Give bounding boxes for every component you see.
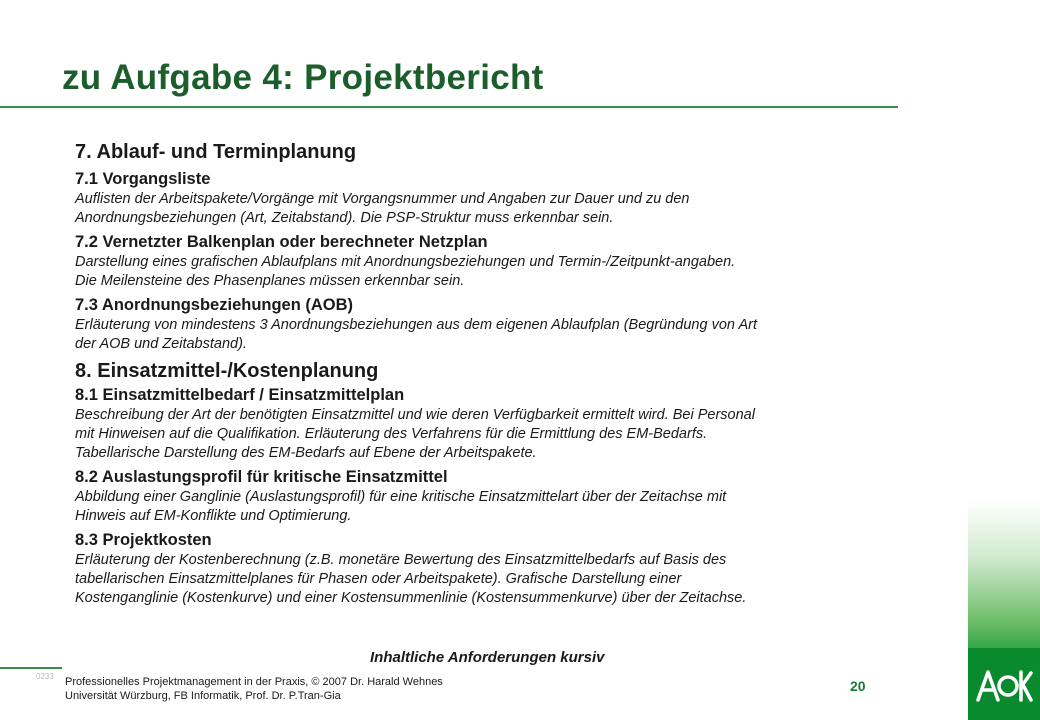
subsection-heading: 8.2 Auslastungsprofil für kritische Einsatzmittel	[75, 468, 448, 486]
section-heading: 8. Einsatzmittel-/Kostenplanung	[75, 360, 379, 382]
description-line: Auflisten der Arbeitspakete/Vorgänge mit Vorgangsnummer und Angaben zur Dauer und zu den	[75, 191, 690, 207]
description-line: tabellarischen Einsatzmittelplanes für Phasen oder Arbeitspakete). Grafische Darstellung einer	[75, 571, 682, 587]
subsection-heading: 7.2 Vernetzter Balkenplan oder berechneter Netzplan	[75, 233, 488, 251]
description-line: Die Meilensteine des Phasenplanes müssen erkennbar sein.	[75, 273, 465, 289]
aok-logo-icon	[968, 648, 1040, 720]
title-divider	[0, 106, 898, 108]
content-area	[75, 138, 965, 608]
slide-code: 0233	[36, 672, 54, 681]
description-line: Tabellarische Darstellung des EM-Bedarfs auf Ebene der Arbeitspakete.	[75, 445, 537, 461]
subsection-heading: 7.3 Anordnungsbeziehungen (AOB)	[75, 296, 354, 314]
description-line: Darstellung eines grafischen Ablaufplans mit Anordnungsbeziehungen und Termin-/Zeitpunkt-angaben.	[75, 254, 736, 270]
page-title: zu Aufgabe 4: Projektbericht	[62, 58, 544, 97]
description-line: Beschreibung der Art der benötigten Einsatzmittel und wie deren Verfügbarkeit ermittelt wird. Bei Personal	[75, 407, 755, 423]
subsection-heading: 8.3 Projektkosten	[75, 531, 212, 549]
description-line: Erläuterung von mindestens 3 Anordnungsbeziehungen aus dem eigenen Ablaufplan (Begründung von Art	[75, 317, 757, 333]
page-number: 20	[850, 678, 866, 694]
italic-note: Inhaltliche Anforderungen kursiv	[370, 649, 605, 666]
footer-line-2: Universität Würzburg, FB Informatik, Prof. Dr. P.Tran-Gia	[65, 690, 341, 702]
subsection-heading: 7.1 Vorgangsliste	[75, 170, 211, 188]
description-line: Erläuterung der Kostenberechnung (z.B. monetäre Bewertung des Einsatzmittelbedarfs auf Basis des	[75, 552, 727, 568]
footer-divider	[0, 667, 62, 669]
footer-line-1: Professionelles Projektmanagement in der Praxis, © 2007 Dr. Harald Wehnes	[65, 676, 443, 688]
subsection-heading: 8.1 Einsatzmittelbedarf / Einsatzmittelplan	[75, 386, 405, 404]
description-line: Abbildung einer Ganglinie (Auslastungsprofil) für eine kritische Einsatzmittelart über der Zeitachse mit	[75, 489, 727, 505]
description-line: Anordnungsbeziehungen (Art, Zeitabstand). Die PSP-Struktur muss erkennbar sein.	[75, 210, 614, 226]
description-line: Kostenganglinie (Kostenkurve) und einer Kostensummenlinie (Kostensummenkurve) über der Zeitachse.	[75, 590, 747, 606]
description-line: der AOB und Zeitabstand).	[75, 336, 247, 352]
section-heading: 7. Ablauf- und Terminplanung	[75, 141, 357, 163]
footer-text	[65, 675, 443, 703]
description-line: mit Hinweisen auf die Qualifikation. Erläuterung des Verfahrens für die Ermittlung des EM-Bedarfs.	[75, 426, 708, 442]
side-gradient-bar	[968, 0, 1040, 720]
description-line: Hinweis auf EM-Konflikte und Optimierung.	[75, 508, 352, 524]
